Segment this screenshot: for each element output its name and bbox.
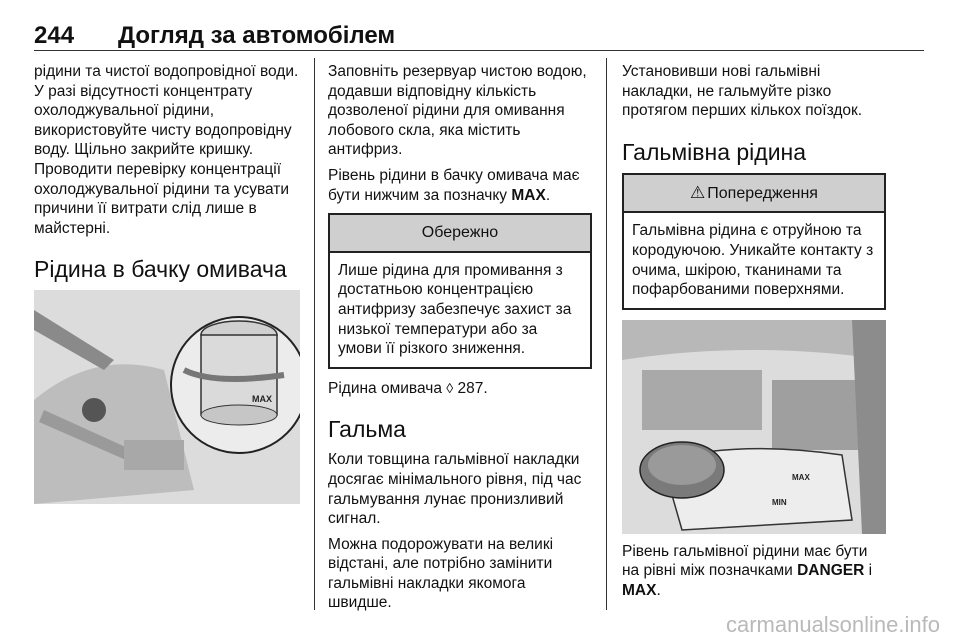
column-divider-1 [314, 58, 315, 610]
brakes-signal-text: Коли товщина гальмівної накладки досягає мінімального рівня, під час гальмування лунає пронизливий сигнал. [328, 451, 582, 528]
figure-max-label: MAX [792, 472, 810, 482]
washer-fluid-reference[interactable]: Рідина омивача ◊ 287. [328, 379, 488, 397]
page-header [34, 22, 924, 50]
caution-title: Обережно [330, 215, 590, 253]
warning-icon: ⚠ [690, 182, 706, 202]
footer-watermark: carmanualsonline.info [725, 612, 940, 637]
column-1 [34, 62, 302, 512]
brake-fluid-heading: Гальмівна рідина [622, 138, 807, 165]
brake-reservoir-illustration [622, 320, 886, 534]
brakes-heading: Гальма [328, 416, 406, 443]
page-reference-icon: ◊ [446, 379, 454, 396]
new-pads-text: Установивши нові гальмівні накладки, не гальмуйте різко протягом перших кількох поїздок. [622, 63, 863, 120]
coolant-text: рідини та чистої водопровідної води. У разі відсутності концентрату охолоджувальної рідини, використовуйте чисту водопровідну воду. Щільно закрийте кришку. Проводити перевірку концентрації охолоджувальної рідини та усувати причини її витрати слід лише в майстерні. [34, 63, 299, 237]
washer-fill-text: Заповніть резервуар чистою водою, додавши відповідну кількість дозволеної рідини для омивання лобового скла, яка містить антифриз. [328, 63, 587, 159]
caution-box [328, 213, 592, 369]
column-2 [328, 62, 592, 619]
column-3 [622, 62, 886, 607]
header-divider [34, 50, 924, 51]
washer-reservoir-figure [34, 290, 302, 504]
column-divider-2 [606, 58, 607, 610]
brake-fluid-level-text: Рівень гальмівної рідини має бути на рівні між позначками DANGER і MAX. [622, 542, 873, 599]
danger-mark: DANGER [797, 562, 865, 580]
washer-level-text: Рівень рідини в бачку омивача має бути нижчим за позначку MAX. [328, 166, 580, 204]
figure-min-label: MIN [772, 497, 787, 507]
brakes-replace-text: Можна подорожувати на великі відстані, але потрібно замінити гальмівні накладки якомога швидше. [328, 535, 554, 612]
figure-max-label: MAX [252, 394, 272, 405]
max-mark: MAX [622, 581, 657, 599]
warning-title-row [624, 175, 884, 214]
washer-reservoir-illustration [34, 290, 300, 504]
caution-body: Лише рідина для промивання з достатньою концентрацією антифризу забезпечує захист за низької температури або за умови її різкого зниження. [338, 261, 572, 358]
warning-body: Гальмівна рідина є отруйною та кородуючою. Уникайте контакту з очима, шкірою, тканинами та пофарбованими поверхнями. [632, 222, 874, 299]
warning-box [622, 173, 886, 310]
brake-reservoir-figure [622, 320, 886, 534]
washer-fluid-heading: Рідина в бачку омивача [34, 256, 287, 283]
warning-title: Попередження [707, 184, 818, 202]
page-number: 244 [34, 22, 75, 49]
page-title: Догляд за автомобілем [118, 22, 396, 49]
max-mark: MAX [511, 186, 546, 204]
